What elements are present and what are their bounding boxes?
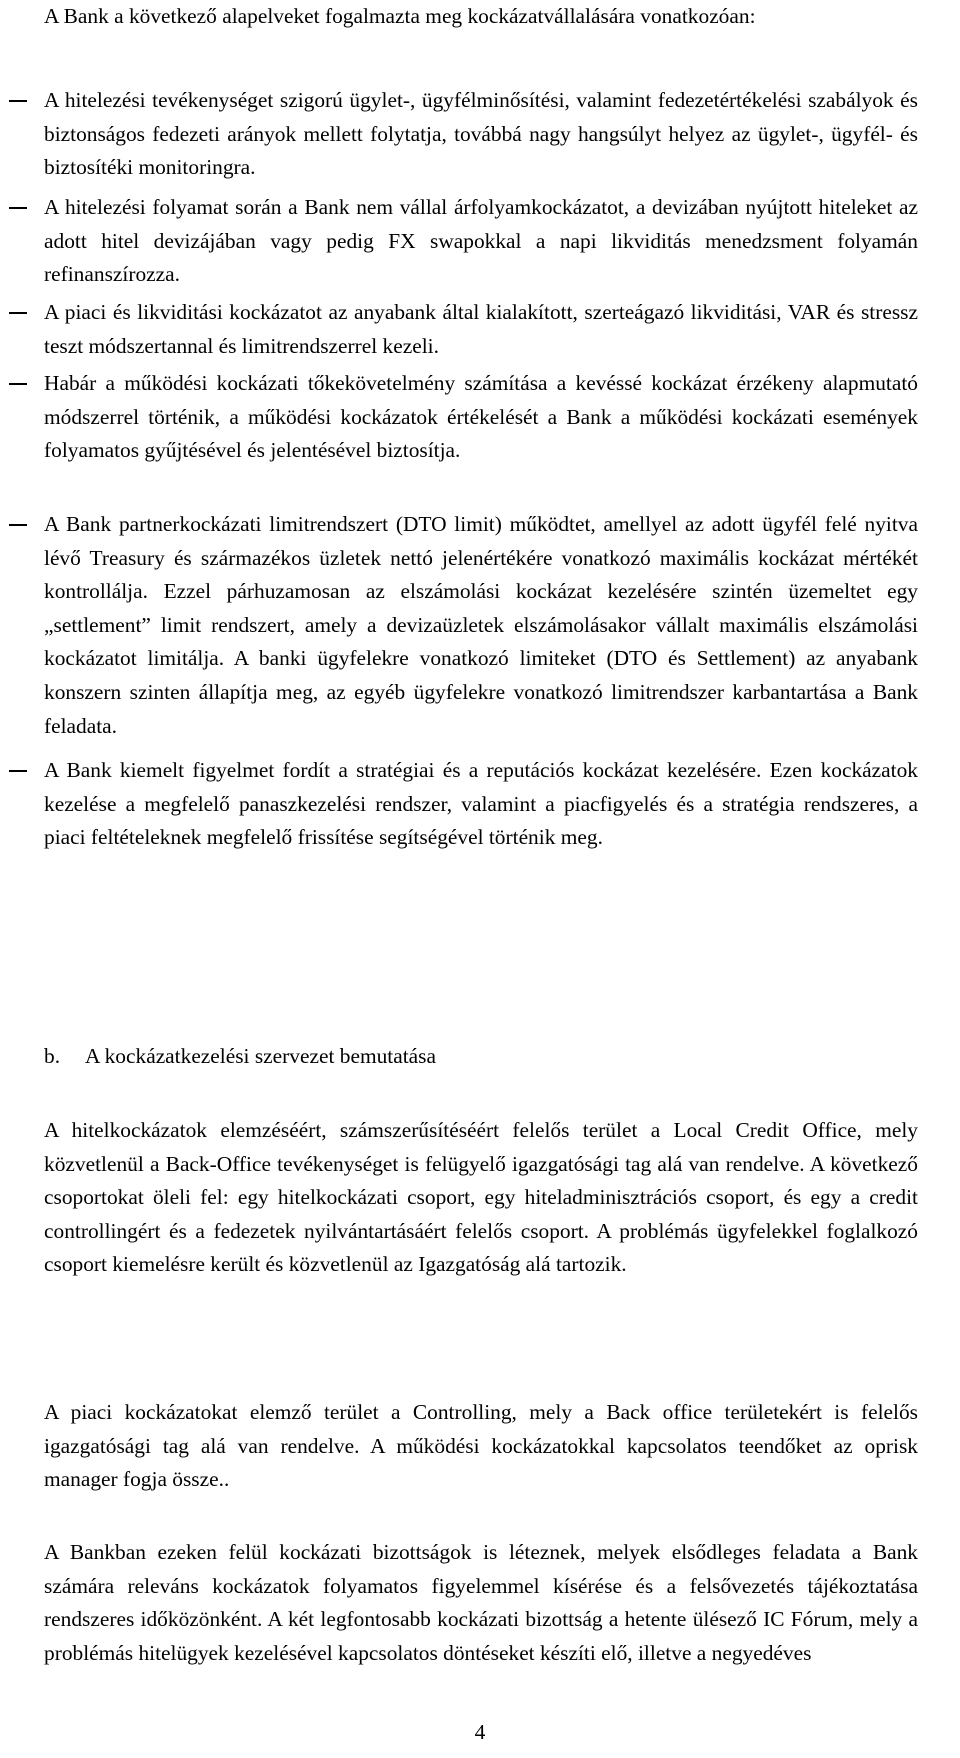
section-number: b. [44, 1044, 61, 1068]
list-item-text: A hitelezési tevékenységet szigorú ügylet-, ügyfélminősítési, valamint fedezetértékelési szabályok és biztonságos fedezeti arányok mellett folytatja, továbbá nagy hangsúlyt helyez az ügylet-, ügyfél- és biztosítéki monitoringra. [44, 88, 918, 180]
dash-bullet-icon [9, 383, 27, 385]
page-number: 4 [474, 1720, 486, 1744]
body-paragraph: A piaci kockázatokat elemző terület a Controlling, mely a Back office területekért is felelős igazgatósági tag alá van rendelve. A működési kockázatokkal kapcsolatos teendőket az oprisk manager fogja össze.. [44, 1400, 918, 1492]
dash-bullet-icon [9, 207, 27, 209]
body-paragraph: A Bankban ezeken felül kockázati bizottságok is léteznek, melyek elsődleges feladata a Bank számára releváns kockázatok folyamatos figyelemmel kísérése és a felsővezetés tájékoztatása rendszeres időközönként. A két legfontosabb kockázati bizottság a hetente ülésező IC Fórum, mely a problémás hitelügyek kezelésével kapcsolatos döntéseket készíti elő, illetve a negyedéves [44, 1540, 918, 1665]
intro-paragraph: A Bank a következő alapelveket fogalmazta meg kockázatvállalására vonatkozóan: [44, 4, 756, 28]
dash-bullet-icon [9, 312, 27, 314]
list-item-text: A Bank kiemelt figyelmet fordít a stratégiai és a reputációs kockázat kezelésére. Ezen kockázatok kezelése a megfelelő panaszkezelési rendszer, valamint a piacfigyelés és a stratégia rendszeres, a piaci feltételeknek megfelelő frissítése segítségével történik meg. [44, 758, 918, 850]
list-item-text: A Bank partnerkockázati limitrendszert (DTO limit) működtet, amellyel az adott ügyfél felé nyitva lévő Treasury és származékos üzletek nettó jelenértékére vonatkozó maximális kockázat mértékét kontrollálja. Ezzel párhuzamosan az elszámolási kockázat kezelésére szintén üzemeltet egy „settlement” limit rendszert, amely a devizaüzletek elszámolásakor vállalt maximális elszámolási kockázatot limitálja. A banki ügyfelekre vonatkozó limiteket (DTO és Settlement) az anyabank konszern szinten állapítja meg, az egyéb ügyfelekre vonatkozó limitrendszer karbantartása a Bank feladata. [44, 512, 918, 738]
list-item-text: Habár a működési kockázati tőkekövetelmény számítása a kevéssé kockázat érzékeny alapmutató módszerrel történik, a működési kockázatok értékelését a Bank a működési kockázati események folyamatos gyűjtésével és jelentésével biztosítja. [44, 371, 918, 463]
body-paragraph: A hitelkockázatok elemzéséért, számszerűsítéséért felelős terület a Local Credit Office, mely közvetlenül a Back-Office tevékenységet is felügyelő igazgatósági tag alá van rendelve. A következő csoportokat öleli fel: egy hitelkockázati csoport, egy hiteladminisztrációs csoport, és egy a credit controllingért és a fedezetek nyilvántartásáért felelős csoport. A problémás ügyfelekkel foglalkozó csoport kiemelésre került és közvetlenül az Igazgatóság alá tartozik. [44, 1118, 918, 1277]
dash-bullet-icon [9, 100, 27, 102]
list-item-text: A hitelezési folyamat során a Bank nem vállal árfolyamkockázatot, a devizában nyújtott hiteleket az adott hitel devizájában vagy pedig FX swapokkal a napi likviditás menedzsment folyamán refinanszírozza. [44, 195, 918, 287]
section-title: A kockázatkezelési szervezet bemutatása [85, 1044, 436, 1068]
dash-bullet-icon [9, 524, 27, 526]
list-item-text: A piaci és likviditási kockázatot az anyabank által kialakított, szerteágazó likviditási, VAR és stressz teszt módszertannal és limitrendszerrel kezeli. [44, 300, 918, 358]
section-heading [44, 1040, 436, 1074]
dash-bullet-icon [9, 770, 27, 772]
